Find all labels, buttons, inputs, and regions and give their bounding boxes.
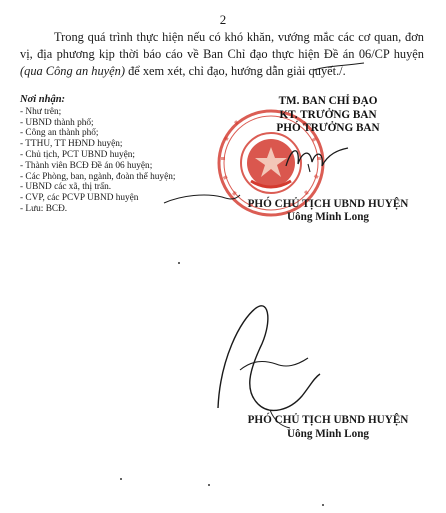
scan-speck (120, 478, 122, 480)
margin-signature-mark (162, 175, 242, 220)
recipient-item: - Như trên; (20, 106, 62, 117)
signer-name: Uông Minh Long (286, 211, 370, 223)
closing-paragraph-end: để xem xét, chỉ đạo, hướng dẫn giải quyết./. (124, 64, 346, 78)
recipient-item: - UBND các xã, thị trấn. (20, 182, 112, 193)
footer-signer-name: Uông Minh Long (286, 428, 370, 440)
closing-paragraph-italic: (qua Công an huyện) (20, 64, 125, 78)
signature-header (218, 95, 438, 136)
recipient-item: - Chủ tịch, PCT UBND huyện; (20, 149, 136, 160)
recipients-heading: Nơi nhận: (20, 94, 66, 105)
recipient-item: - Lưu: BCĐ. (20, 203, 68, 214)
recipient-item: - CVP, các PCVP UBND huyện (20, 193, 139, 204)
footer-signer-title: PHÓ CHỦ TỊCH UBND HUYỆN (247, 414, 409, 426)
signature-line-1: TM. BAN CHỈ ĐẠO (278, 95, 378, 107)
recipient-item: - TTHU, TT HĐND huyện; (20, 139, 123, 150)
signer-title: PHÓ CHỦ TỊCH UBND HUYỆN (247, 198, 409, 210)
footer-signer-block (218, 413, 438, 441)
page-number: 2 (219, 12, 227, 27)
scan-speck (178, 262, 180, 264)
recipient-item: - Công an thành phố; (20, 128, 99, 139)
handwritten-signature (282, 142, 352, 176)
recipient-item: - Các Phòng, ban, ngành, đoàn thể huyện; (20, 171, 176, 182)
recipient-item: - UBND thành phố; (20, 117, 94, 128)
recipient-item: - Thành viên BCĐ Đề án 06 huyện; (20, 160, 153, 171)
signature-line-2: KT. TRƯỞNG BAN (279, 108, 377, 121)
signer-block (218, 198, 438, 224)
scan-speck (322, 504, 324, 506)
signature-line-3: PHÓ TRƯỞNG BAN (276, 122, 380, 134)
end-dash-flourish (312, 60, 366, 74)
closing-paragraph-main: Trong quá trình thực hiện nếu có khó khăn, vướng mắc các cơ quan, đơn vị, địa phương kịp thời báo cáo về Ban Chỉ đạo thực hiện Đề án 06/CP huyện (20, 30, 424, 61)
scan-speck (208, 484, 210, 486)
